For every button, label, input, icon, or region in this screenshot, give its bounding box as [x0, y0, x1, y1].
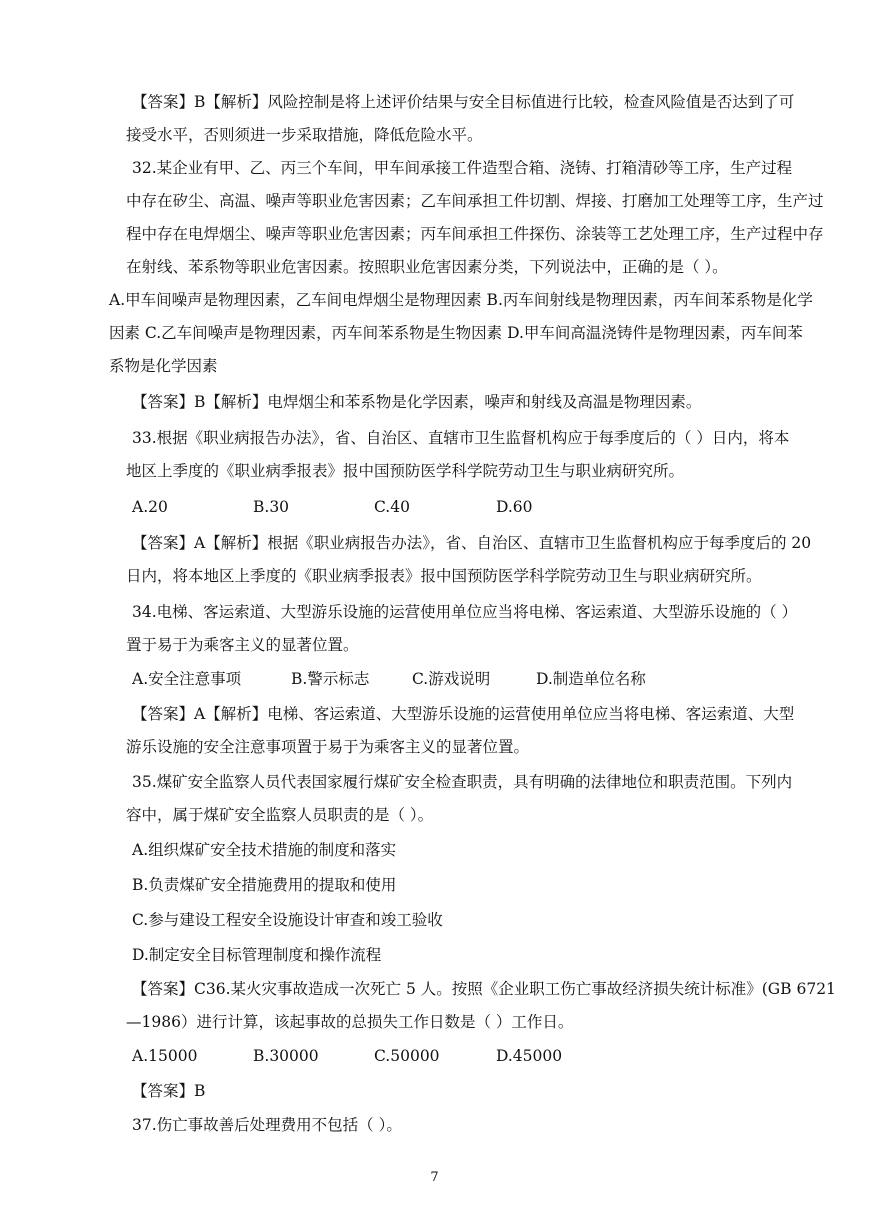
option-d: D.制造单位名称	[536, 670, 646, 688]
answer-36: 【答案】B	[132, 1082, 206, 1100]
answer-35-question-36: 【答案】C36.某火灾事故造成一次死亡 5 人。按照《企业职工伤亡事故经济损失统计标准》(GB 6721	[132, 980, 836, 998]
question-36-cont: —1986）进行计算，该起事故的总损失工作日数是（ ）工作日。	[126, 1013, 574, 1031]
question-34: 34.电梯、客运索道、大型游乐设施的运营使用单位应当将电梯、客运索道、大型游乐设施的（ ）	[132, 603, 798, 621]
question-35-option-b: B.负责煤矿安全措施费用的提取和使用	[132, 876, 397, 894]
question-35-cont: 容中，属于煤矿安全监察人员职责的是（ ）。	[126, 806, 434, 824]
question-32-cont-3: 在射线、苯系物等职业危害因素。按照职业危害因素分类，下列说法中，正确的是（ ）。	[126, 258, 728, 276]
question-32-cont-1: 中存在矽尘、高温、噪声等职业危害因素；乙车间承担工件切割、焊接、打磨加工处理等工序，生产过	[126, 192, 824, 210]
question-33: 33.根据《职业病报告办法》，省、自治区、直辖市卫生监督机构应于每季度后的（ ）日内，将本	[132, 429, 790, 447]
option-a: A.20	[132, 498, 168, 516]
question-35-option-d: D.制定安全目标管理制度和操作流程	[132, 946, 382, 964]
answer-34: 【答案】A【解析】电梯、客运索道、大型游乐设施的运营使用单位应当将电梯、客运索道、大型	[132, 705, 795, 723]
option-a: A.安全注意事项	[132, 670, 242, 688]
answer-32: 【答案】B【解析】电焊烟尘和苯系物是化学因素，噪声和射线及高温是物理因素。	[132, 393, 702, 411]
question-35-option-a: A.组织煤矿安全技术措施的制度和落实	[132, 841, 397, 859]
question-32-options-2: 因素 C.乙车间噪声是物理因素，丙车间苯系物是生物因素 D.甲车间高温浇铸件是物理因素，丙车间苯	[109, 324, 803, 342]
question-34-cont: 置于易于为乘客主义的显著位置。	[126, 636, 359, 654]
option-c: C.50000	[374, 1047, 440, 1065]
option-b: B.30	[253, 498, 290, 516]
answer-33: 【答案】A【解析】根据《职业病报告办法》，省、自治区、直辖市卫生监督机构应于每季度后的 20	[132, 534, 812, 552]
question-32-options-1: A.甲车间噪声是物理因素，乙车间电焊烟尘是物理因素 B.丙车间射线是物理因素，丙车间苯系物是化学	[109, 291, 813, 309]
question-35-option-c: C.参与建设工程安全设施设计审查和竣工验收	[132, 911, 443, 929]
option-a: A.15000	[132, 1047, 198, 1065]
option-b: B.30000	[253, 1047, 319, 1065]
question-37: 37.伤亡事故善后处理费用不包括（ ）。	[132, 1116, 402, 1134]
answer-33-cont: 日内，将本地区上季度的《职业病季报表》报中国预防医学科学院劳动卫生与职业病研究所。	[126, 567, 762, 585]
option-c: C.游戏说明	[412, 670, 491, 688]
answer-31-cont: 接受水平，否则须进一步采取措施，降低危险水平。	[126, 126, 483, 144]
option-d: D.45000	[496, 1047, 563, 1065]
question-32-cont-2: 程中存在电焊烟尘、噪声等职业危害因素；丙车间承担工件探伤、涂装等工艺处理工序，生产过程中存	[126, 225, 824, 243]
answer-31: 【答案】B【解析】风险控制是将上述评价结果与安全目标值进行比较，检查风险值是否达到了可	[132, 93, 795, 111]
option-c: C.40	[374, 498, 410, 516]
question-32: 32.某企业有甲、乙、丙三个车间，甲车间承接工件造型合箱、浇铸、打箱清砂等工序，生产过程	[132, 159, 793, 177]
question-33-cont: 地区上季度的《职业病季报表》报中国预防医学科学院劳动卫生与职业病研究所。	[126, 462, 685, 480]
option-d: D.60	[496, 498, 533, 516]
question-35: 35.煤矿安全监察人员代表国家履行煤矿安全检查职责，具有明确的法律地位和职责范围。下列内	[132, 773, 793, 791]
option-b: B.警示标志	[291, 670, 370, 688]
question-32-options-3: 系物是化学因素	[109, 357, 218, 375]
answer-34-cont: 游乐设施的安全注意事项置于易于为乘客主义的显著位置。	[126, 738, 530, 756]
page-number: 7	[430, 1170, 439, 1185]
